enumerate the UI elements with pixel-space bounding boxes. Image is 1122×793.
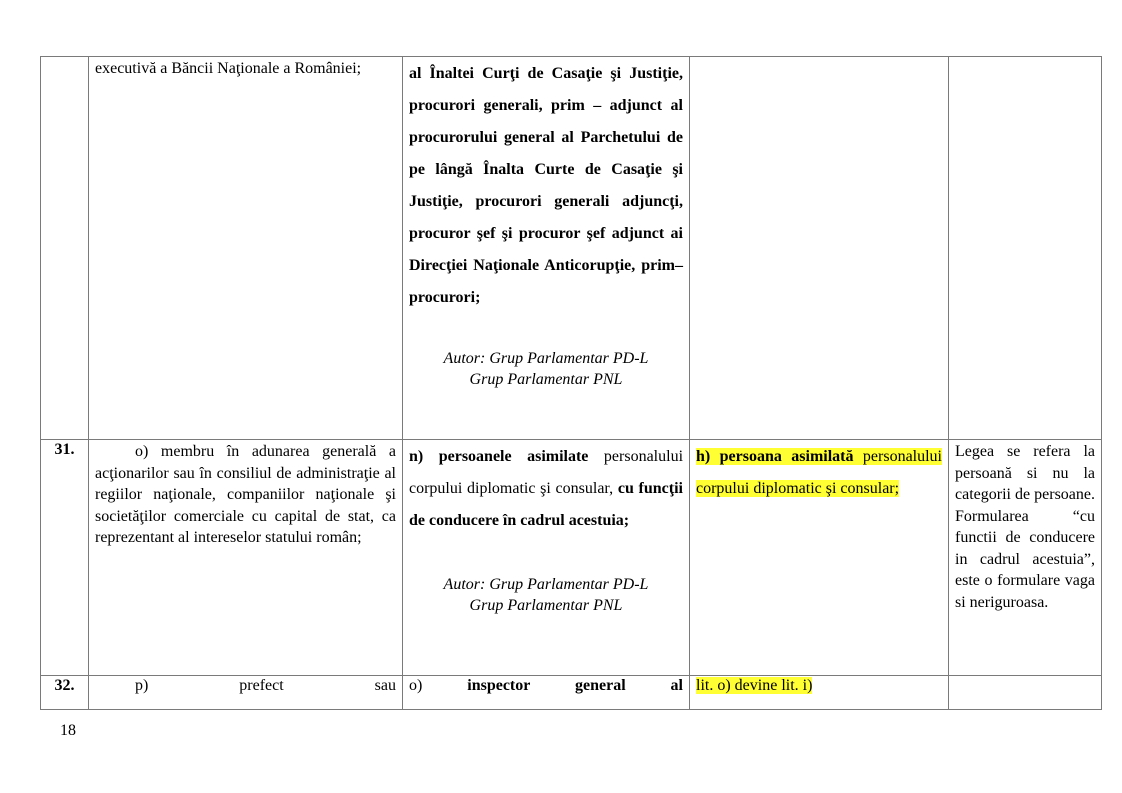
row-number: 32. — [41, 676, 89, 710]
committee-text-cell — [690, 676, 949, 710]
amendment-text — [409, 677, 683, 695]
table-row — [41, 57, 1102, 440]
original-text: o) membru în adunarea generală a acţionarilor sau în consiliul de administraţie al regiilor naţionale, companiilor naţionale şi societăţilor comerciale cu capital de stat, ca reprezentant al intereselor statului român; — [95, 443, 396, 546]
amendment-bold-lead: n) persoanele asimilate — [409, 448, 589, 465]
amendment-text: al Înaltei Curţi de Casaţie şi Justiţie, procurori generali, prim – adjunct al procurorului general al Parchetului de pe lângă Înalta Curte de Casaţie şi Justiţie, procurori generali adjuncţi, procuror şef şi procuror şef adjunct ai Direcţiei Naţionale Anticorupţie, prim– procurori; — [409, 65, 683, 306]
committee-highlight-bold: h) persoana asimilată — [696, 448, 854, 465]
original-text-cell — [89, 676, 403, 710]
table-row — [41, 440, 1102, 676]
amendment-bold: inspector general al — [467, 677, 683, 694]
amendment-plain: personalului corpului diplomatic şi consular, — [409, 448, 684, 497]
motivation-cell — [949, 57, 1102, 440]
committee-text-cell — [690, 57, 949, 440]
motivation-cell — [949, 676, 1102, 710]
table-row — [41, 676, 1102, 710]
committee-highlight-plain: personalului corpului diplomatic şi consular; — [696, 448, 943, 497]
original-text: executivă a Băncii Naţionale a României; — [95, 60, 362, 77]
motivation-cell — [949, 440, 1102, 676]
amendment-bold-tail: cu funcţii de conducere în cadrul acestuia; — [409, 480, 684, 529]
amendment-text-cell — [403, 440, 690, 676]
amendment-text — [409, 441, 683, 537]
row-number: 31. — [41, 440, 89, 676]
amendments-table — [40, 56, 1102, 710]
original-text-cell — [89, 440, 403, 676]
original-text-cell — [89, 57, 403, 440]
committee-text-cell — [690, 440, 949, 676]
amendment-author: Autor: Grup Parlamentar PD-L — [443, 350, 649, 367]
amendment-prefix: o) — [409, 677, 468, 694]
page-number: 18 — [60, 722, 76, 739]
committee-text — [696, 441, 942, 505]
committee-highlight: lit. o) devine lit. i) — [696, 677, 813, 694]
amendment-text-cell — [403, 676, 690, 710]
amendment-text-cell — [403, 57, 690, 440]
amendment-author: Autor: Grup Parlamentar PD-L — [443, 576, 649, 593]
row-number-cell — [41, 57, 89, 440]
amendment-author-2: Grup Parlamentar PNL — [469, 371, 623, 388]
motivation-text: Legea se refera la persoană si nu la categorii de persoane. Formularea “cu functii de conducere in cadrul acestuia”, este o formulare vaga si neriguroasa. — [955, 443, 1095, 611]
original-text: p) prefect sau — [135, 677, 396, 694]
amendment-author-2: Grup Parlamentar PNL — [469, 597, 623, 614]
